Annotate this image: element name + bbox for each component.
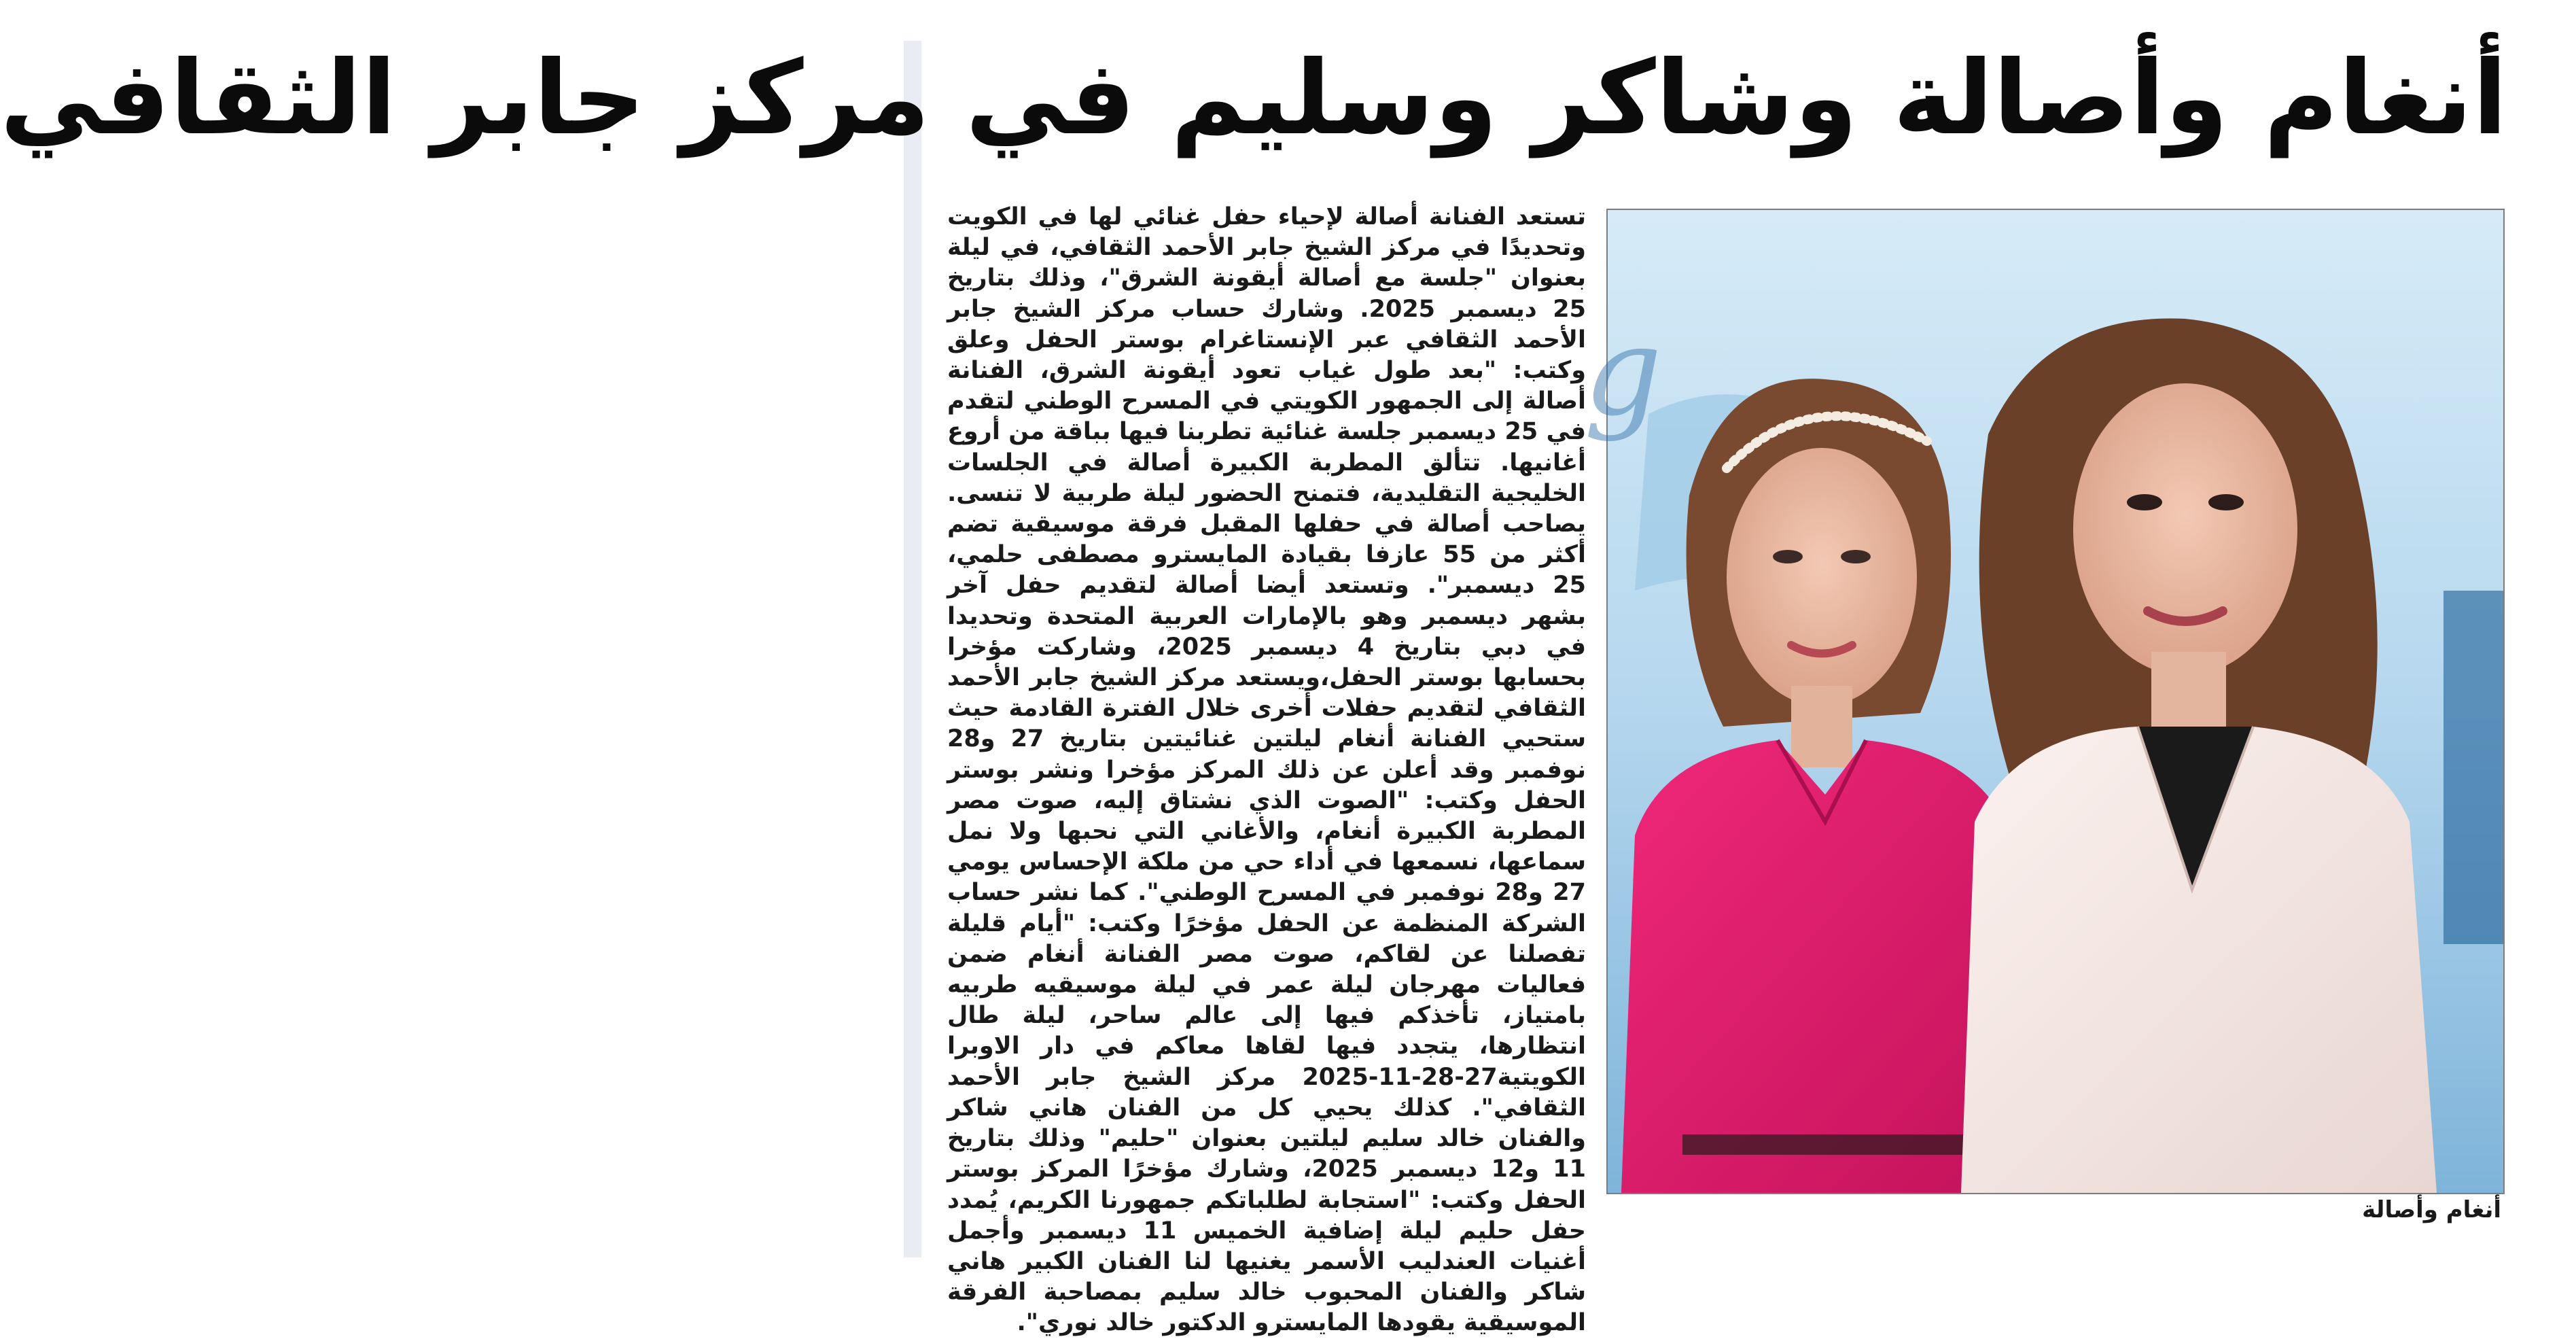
article-body bbox=[947, 202, 1587, 1337]
photo-caption: أنغام وأصالة bbox=[2362, 1196, 2501, 1223]
headline: أنغام وأصالة وشاكر وسليم في مركز جابر الثقافي bbox=[0, 39, 2507, 158]
article-paragraph: تستعد الفنانة أصالة لإحياء حفل غنائي لها في الكويت وتحديدًا في مركز الشيخ جابر الأحمد الثقافي، في ليلة بعنوان "جلسة مع أصالة أيقونة الشرق"، وذلك بتاريخ 25 ديسمبر 2025. وشارك حساب مركز الشيخ جابر الأحمد الثقافي عبر الإنستاغرام بوستر الحفل وعلق وكتب: "بعد طول غياب تعود أيقونة الشرق، الفنانة أصالة إلى الجمهور الكويتي في المسرح الوطني لتقدم في 25 ديسمبر جلسة غنائية تطربنا فيها بباقة من أروع أغانيها. تتألق المطربة الكبيرة أصالة في الجلسات الخليجية التقليدية، فتمنح الحضور ليلة طربية لا تنسى. يصاحب أصالة في حفلها المقبل فرقة موسيقية تضم أكثر من 55 عازفا بقيادة المايسترو مصطفى حلمي، 25 ديسمبر". وتستعد أيضا أصالة لتقديم حفل آخر بشهر ديسمبر وهو بالإمارات العربية المتحدة وتحديدا في دبي بتاريخ 4 ديسمبر 2025، وشاركت مؤخرا بحسابها بوستر الحفل،ويستعد مركز الشيخ جابر الأحمد الثقافي لتقديم حفلات أخرى خلال الفترة القادمة حيث ستحيي الفنانة أنغام ليلتين غنائيتين بتاريخ 27 و28 نوفمبر وقد أعلن عن ذلك المركز مؤخرا ونشر بوستر الحفل وكتب: "الصوت الذي نشتاق إليه، صوت مصر المطربة الكبيرة أنغام، والأغاني التي نحبها ولا نمل سماعها، نسمعها في أداء حي من ملكة الإحساس يومي 27 و28 نوفمبر في المسرح الوطني". كما نشر حساب الشركة المنظمة عن الحفل مؤخرًا وكتب: "أيام قليلة تفصلنا عن لقاكم، صوت مصر الفنانة أنغام ضمن فعاليات مهرجان ليلة عمر في ليلة موسيقيه طربيه بامتياز، تأخذكم فيها إلى عالم ساحر، ليلة طال انتظارها، يتجدد فيها لقاها معاكم في دار الاوبرا الكويتية27-28-11-2025 مركز الشيخ جابر الأحمد الثقافي". كذلك يحيي كل من الفنان هاني شاكر والفنان خالد سليم ليلتين بعنوان "حليم" وذلك بتاريخ 11 و12 ديسمبر 2025، وشارك مؤخرًا المركز بوستر الحفل وكتب: "استجابة لطلباتكم جمهورنا الكريم، يُمدد حفل حليم ليلة إضافية الخميس 11 ديسمبر وأجمل أغنيات العندليب الأسمر يغنيها لنا الفنان الكبير هاني شاكر والفنان المحبوب خالد سليم بمصاحبة الفرقة الموسيقية يقودها المايسترو الدكتور خالد نوري". bbox=[947, 203, 1587, 1337]
page-edge-strip bbox=[904, 41, 921, 1257]
svg-text:g: g bbox=[1583, 301, 1662, 443]
article-photo bbox=[1583, 209, 2505, 1194]
photo-illustration bbox=[1583, 210, 2503, 1193]
